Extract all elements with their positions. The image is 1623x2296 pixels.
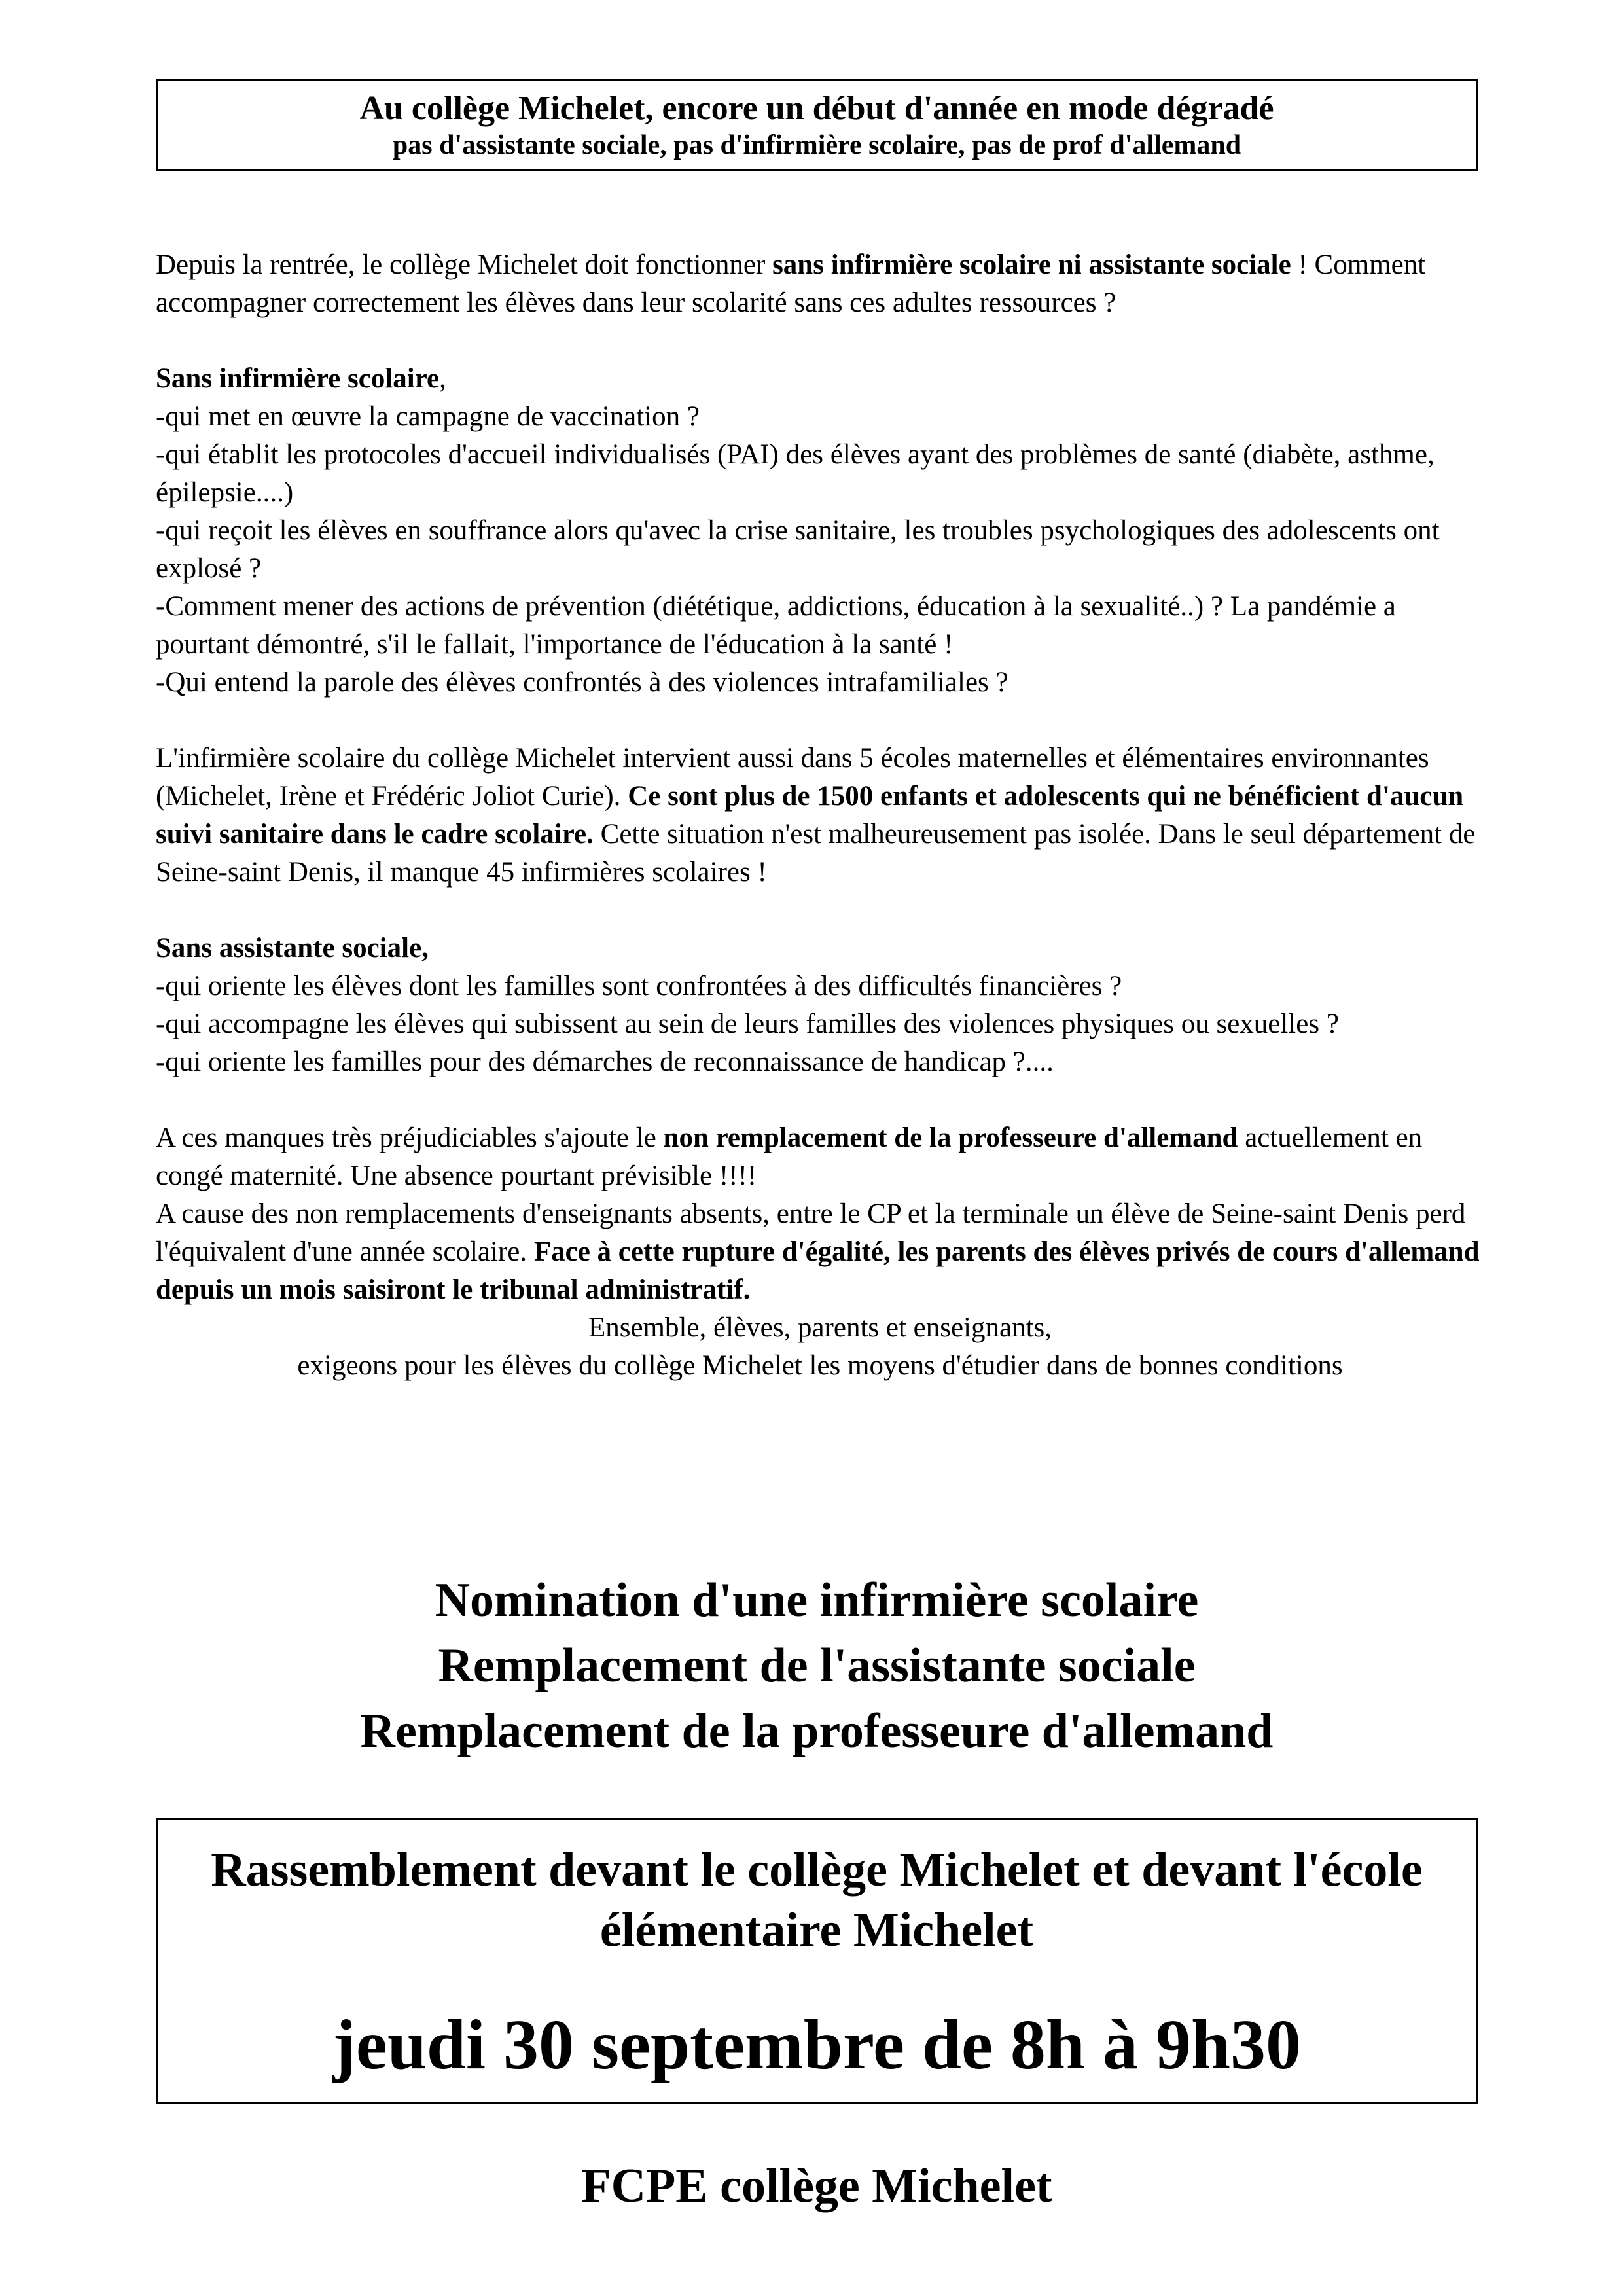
call-line-1: Ensemble, élèves, parents et enseignants,: [588, 1312, 1052, 1343]
nurse-heading: [156, 360, 1484, 398]
intro-text-1: Depuis la rentrée, le collège Michelet doit fonctionner: [156, 249, 773, 280]
demands-block: [156, 1568, 1478, 1764]
rally-box: [156, 1818, 1478, 2104]
german-bold-2: Face à cette rupture d'égalité, les parents des élèves privés de cours d'allemand depuis un mois saisiront le tribunal administratif.: [156, 1236, 1480, 1305]
german-text-3: A cause des non remplacements d'enseignants absents, entre le CP et la terminale un élève de Seine-saint Denis perd l'équivalent d'une année scolaire.: [156, 1198, 1466, 1267]
rally-date: jeudi 30 septembre de 8h à 9h30: [332, 2006, 1302, 2084]
demand-item: Remplacement de l'assistante sociale: [438, 1639, 1196, 1693]
demand-item: Nomination d'une infirmière scolaire: [435, 1573, 1199, 1627]
social-item: -qui oriente les familles pour des démarches de reconnaissance de handicap ?....: [156, 1047, 1054, 1077]
intro-paragraph: [156, 246, 1484, 322]
german-bold-1: non remplacement de la professeure d'allemand: [663, 1122, 1238, 1153]
nurse-heading-suffix: ,: [439, 363, 446, 394]
nurse-item: -qui met en œuvre la campagne de vaccination ?: [156, 401, 700, 432]
intro-bold: sans infirmière scolaire ni assistante sociale: [772, 249, 1291, 280]
call-line-2: exigeons pour les élèves du collège Michelet les moyens d'étudier dans de bonnes conditions: [297, 1350, 1343, 1381]
nurse-heading-text: Sans infirmière scolaire: [156, 363, 440, 394]
german-text-2: actuellement en congé maternité. Une absence pourtant prévisible !!!!: [156, 1122, 1423, 1191]
german-paragraph: [156, 1119, 1484, 1195]
nurse-paragraph: [156, 740, 1484, 891]
social-heading: [156, 929, 1484, 967]
social-item: -qui accompagne les élèves qui subissent au sein de leurs familles des violences physiques ou sexuelles ?: [156, 1009, 1339, 1039]
german-text-1: A ces manques très préjudiciables s'ajoute le: [156, 1122, 664, 1153]
social-item: -qui oriente les élèves dont les familles sont confrontées à des difficultés financières ?: [156, 971, 1122, 1001]
german-paragraph-2: [156, 1195, 1484, 1309]
flyer-body: [156, 246, 1484, 1385]
nurse-paragraph-bold: Ce sont plus de 1500 enfants et adolescents qui ne bénéficient d'aucun suivi sanitaire dans le cadre scolaire.: [156, 781, 1464, 850]
social-heading-text: Sans assistante sociale,: [156, 933, 429, 963]
title-box: [156, 79, 1478, 171]
nurse-item: -Qui entend la parole des élèves confrontés à des violences intrafamiliales ?: [156, 667, 1008, 698]
nurse-paragraph-text-2: Cette situation n'est malheureusement pas isolée. Dans le seul département de Seine-saint Denis, il manque 45 infirmières scolaires !: [156, 819, 1476, 888]
rally-text: Rassemblement devant le collège Michelet et devant l'école élémentaire Michelet: [211, 1843, 1423, 1957]
signature: FCPE collège Michelet: [581, 2159, 1052, 2213]
demand-item: Remplacement de la professeure d'allemand: [360, 1704, 1274, 1758]
flyer-title: Au collège Michelet, encore un début d'année en mode dégradé: [359, 90, 1274, 127]
flyer-subtitle: pas d'assistante sociale, pas d'infirmière scolaire, pas de prof d'allemand: [392, 130, 1241, 160]
nurse-item: -qui établit les protocoles d'accueil individualisés (PAI) des élèves ayant des problèmes de santé (diabète, asthme, épilepsie....): [156, 439, 1435, 508]
nurse-item: -qui reçoit les élèves en souffrance alors qu'avec la crise sanitaire, les troubles psychologiques des adolescents ont explosé ?: [156, 515, 1440, 584]
intro-text-2: ! Comment accompagner correctement les élèves dans leur scolarité sans ces adultes ressources ?: [156, 249, 1426, 318]
nurse-item: -Comment mener des actions de prévention (diététique, addictions, éducation à la sexualité..) ? La pandémie a pourtant démontré, s'il le fallait, l'importance de l'éducation à la santé !: [156, 591, 1396, 660]
nurse-paragraph-text-1: L'infirmière scolaire du collège Michelet intervient aussi dans 5 écoles maternelles et élémentaires environnantes (Michelet, Irène et Frédéric Joliot Curie).: [156, 743, 1429, 812]
